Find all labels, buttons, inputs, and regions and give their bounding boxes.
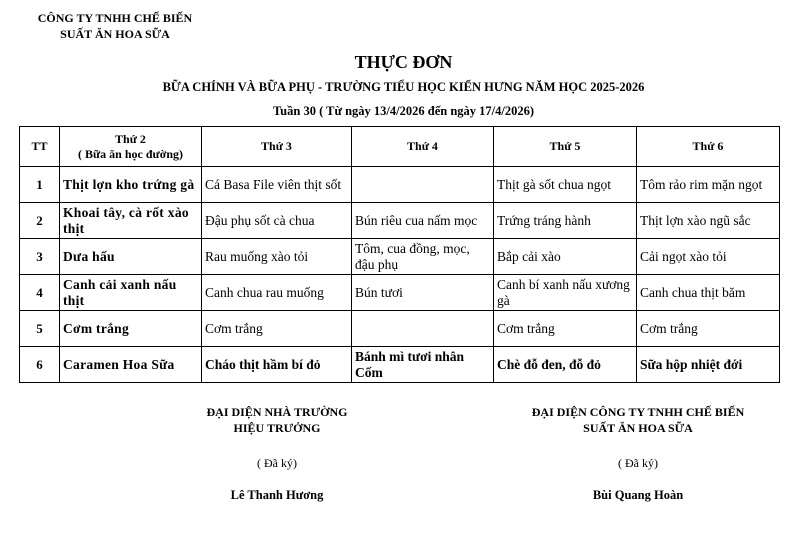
dish-wednesday — [352, 311, 494, 347]
dish-friday: Canh chua thịt băm — [637, 275, 780, 311]
row-number: 2 — [20, 203, 60, 239]
dish-wednesday: Bún tươi — [352, 275, 494, 311]
dish-thursday: Trứng tráng hành — [494, 203, 637, 239]
header-tuesday: Thứ 3 — [202, 127, 352, 167]
header-friday: Thứ 6 — [637, 127, 780, 167]
row-number: 3 — [20, 239, 60, 275]
school-signature-block — [157, 404, 397, 514]
dish-tuesday: Rau muống xào tỏi — [202, 239, 352, 275]
dish-wednesday: Tôm, cua đồng, mọc, đậu phụ — [352, 239, 494, 275]
table-row — [20, 275, 780, 311]
dish-friday: Tôm rảo rim mặn ngọt — [637, 167, 780, 203]
dish-tuesday: Cơm trắng — [202, 311, 352, 347]
dish-friday: Sữa hộp nhiệt đới — [637, 347, 780, 383]
row-number: 5 — [20, 311, 60, 347]
dish-monday: Dưa hấu — [60, 239, 202, 275]
dish-friday: Cơm trắng — [637, 311, 780, 347]
header-monday-day: Thứ 2 — [115, 131, 146, 146]
school-role-line1: ĐẠI DIỆN NHÀ TRƯỜNG — [206, 405, 348, 419]
header-monday — [60, 127, 202, 167]
document-subtitle: BỮA CHÍNH VÀ BỮA PHỤ - TRƯỜNG TIỂU HỌC KIẾN HƯNG NĂM HỌC 2025-2026 — [162, 80, 645, 94]
dish-monday: Thịt lợn kho trứng gà — [60, 167, 202, 203]
dish-thursday: Bắp cải xào — [494, 239, 637, 275]
header-thursday: Thứ 5 — [494, 127, 637, 167]
dish-friday: Thịt lợn xào ngũ sắc — [637, 203, 780, 239]
row-number: 6 — [20, 347, 60, 383]
header-tt: TT — [20, 127, 60, 167]
document-title: THỰC ĐƠN — [354, 52, 453, 72]
table-row — [20, 311, 780, 347]
dish-thursday: Chè đỗ đen, đỗ đỏ — [494, 347, 637, 383]
table-header-row — [20, 127, 780, 167]
company-header — [20, 10, 210, 42]
table-row — [20, 203, 780, 239]
week-range: Tuần 30 ( Từ ngày 13/4/2026 đến ngày 17/4/2026) — [272, 104, 535, 118]
dish-wednesday: Bánh mì tươi nhân Cốm — [352, 347, 494, 383]
table-row — [20, 347, 780, 383]
row-number: 4 — [20, 275, 60, 311]
table-row — [20, 167, 780, 203]
school-role-line2: HIỆU TRƯỞNG — [233, 421, 321, 435]
company-name-line2: SUẤT ĂN HOA SỮA — [60, 27, 170, 41]
school-signer-name: Lê Thanh Hương — [230, 488, 324, 502]
dish-monday: Khoai tây, cà rốt xào thịt — [60, 203, 202, 239]
menu-table — [19, 126, 780, 383]
dish-wednesday: Bún riêu cua nấm mọc — [352, 203, 494, 239]
company-signer-name: Bùi Quang Hoàn — [592, 488, 684, 502]
row-number: 1 — [20, 167, 60, 203]
dish-monday: Canh cải xanh nấu thịt — [60, 275, 202, 311]
dish-monday: Cơm trắng — [60, 311, 202, 347]
dish-tuesday: Canh chua rau muống — [202, 275, 352, 311]
dish-wednesday — [352, 167, 494, 203]
dish-monday: Caramen Hoa Sữa — [60, 347, 202, 383]
dish-thursday: Cơm trắng — [494, 311, 637, 347]
table-row — [20, 239, 780, 275]
dish-thursday: Canh bí xanh nấu xương gà — [494, 275, 637, 311]
company-role-line1: ĐẠI DIỆN CÔNG TY TNHH CHẾ BIẾN — [531, 405, 745, 419]
company-name-line1: CÔNG TY TNHH CHẾ BIẾN — [37, 11, 193, 25]
dish-friday: Cải ngọt xào tỏi — [637, 239, 780, 275]
dish-thursday: Thịt gà sốt chua ngọt — [494, 167, 637, 203]
school-signed-note: ( Đã ký) — [257, 456, 297, 470]
header-wednesday: Thứ 4 — [352, 127, 494, 167]
dish-tuesday: Cháo thịt hầm bí đỏ — [202, 347, 352, 383]
dish-tuesday: Đậu phụ sốt cà chua — [202, 203, 352, 239]
company-signed-note: ( Đã ký) — [618, 456, 658, 470]
company-role-line2: SUẤT ĂN HOA SỮA — [583, 421, 693, 435]
dish-tuesday: Cá Basa File viên thịt sốt — [202, 167, 352, 203]
header-monday-note: ( Bữa ăn học đường) — [77, 146, 184, 161]
company-signature-block — [518, 404, 758, 514]
